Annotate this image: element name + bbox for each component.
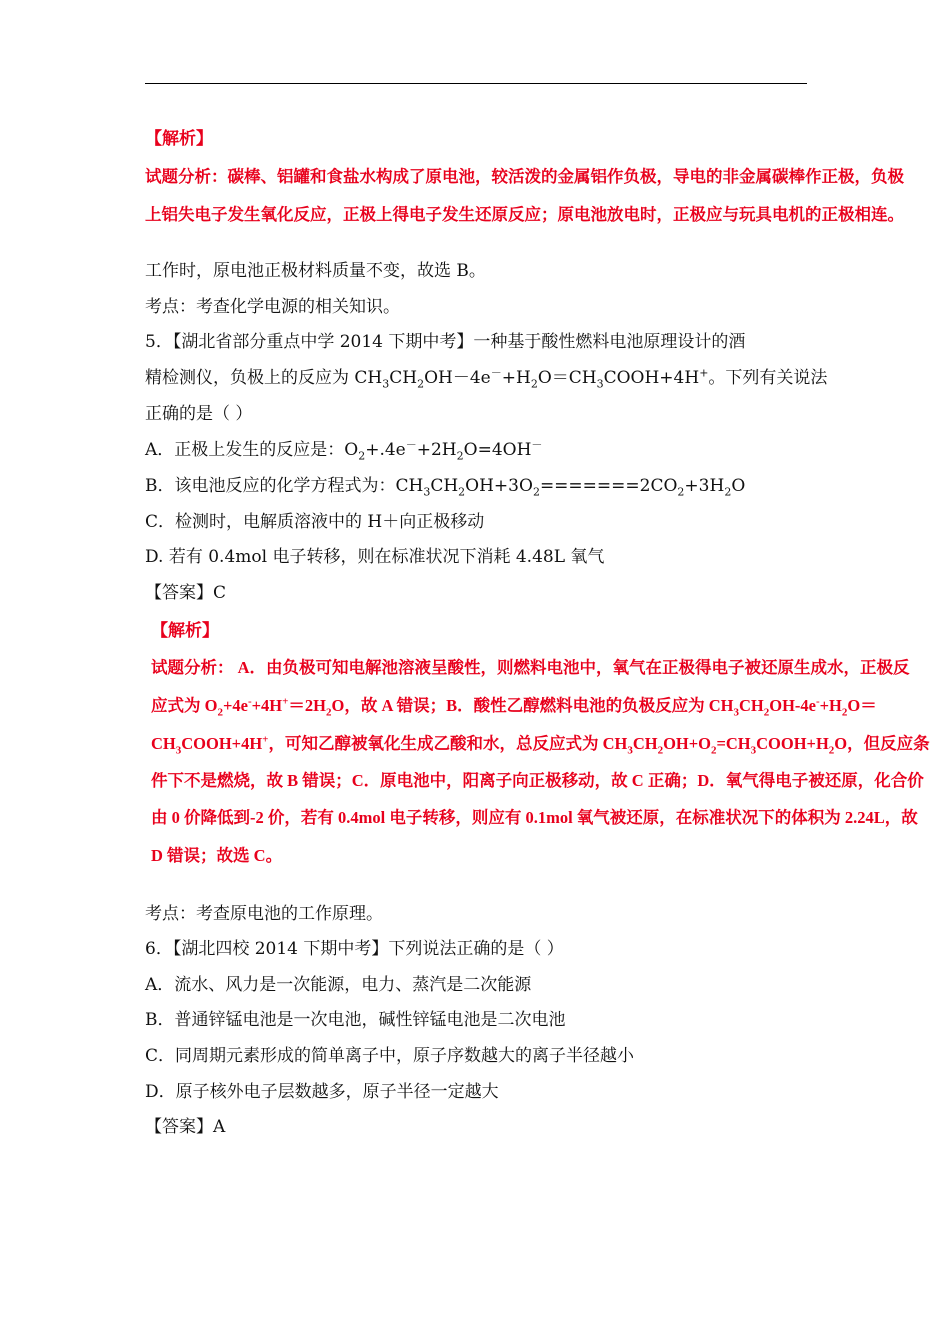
analysis-text: 应式为 $O_2+4e^-+4H^+=2H_2O$，故 A 错误；B．酸性乙醇燃料电池的负极反应为 $CH_3CH_2OH-4e^-+H_2O=$: [151, 695, 877, 719]
question-stem: 5．【湖北省部分重点中学 2014 下期中考】一种基于酸性燃料电池原理设计的酒: [145, 332, 746, 352]
question-stem: 正确的是（ ）: [145, 404, 253, 424]
analysis-text: 上铝失电子发生氧化反应，正极上得电子发生还原反应；原电池放电时，正极应与玩具电机的正极相连。: [145, 205, 904, 224]
option-a: A．正极上发生的反应是：$O_2+.4e^-+2H_2O=4OH^-$: [145, 438, 543, 463]
analysis-label: 【解析】: [151, 621, 219, 641]
analysis-label: 【解析】: [145, 129, 213, 149]
question-stem: 精检测仪，负极上的反应为 $CH_3CH_2OH-4e^-+H_2O=CH_3COOH+4H^+$。下列有关说法: [145, 366, 828, 391]
option-d: D．原子核外电子层数越多，原子半径一定越大: [145, 1082, 499, 1102]
exam-point: 考点：考查原电池的工作原理。: [145, 904, 383, 924]
conclusion-text: 工作时，原电池正极材料质量不变，故选 B。: [145, 261, 486, 281]
header-rule: [145, 83, 807, 84]
analysis-text: D 错误；故选 C。: [151, 846, 283, 865]
answer: 【答案】C: [145, 583, 227, 603]
analysis-text: 由 0 价降低到-2 价，若有 0.4mol 电子转移，则应有 0.1mol 氧气被还原，在标准状况下的体积为 2.24L，故: [151, 808, 918, 827]
option-b: B．普通锌锰电池是一次电池，碱性锌锰电池是二次电池: [145, 1010, 566, 1030]
analysis-text: $CH_3COOH+4H^+$，可知乙醇被氧化生成乙酸和水，总反应式为 $CH_3CH_2OH+O_2=CH_3COOH+H_2O$，但反应条: [151, 733, 930, 757]
analysis-text: 试题分析：碳棒、铝罐和食盐水构成了原电池，较活泼的金属铝作负极，导电的非金属碳棒作正极，负极: [145, 167, 904, 186]
analysis-text: 试题分析： A．由负极可知电解池溶液呈酸性，则燃料电池中，氧气在正极得电子被还原生成水，正极反: [151, 658, 910, 677]
question-stem: 6．【湖北四校 2014 下期中考】下列说法正确的是（ ）: [145, 939, 564, 959]
option-a: A．流水、风力是一次能源，电力、蒸汽是二次能源: [145, 975, 532, 995]
option-d: D. 若有 0.4mol 电子转移，则在标准状况下消耗 4.48L 氧气: [145, 547, 605, 567]
option-b: B．该电池反应的化学方程式为：$CH_3CH_2OH+3O_2=======2CO_2+3H_2O$: [145, 476, 746, 499]
answer: 【答案】A: [145, 1117, 226, 1137]
analysis-text: 件下不是燃烧，故 B 错误；C．原电池中，阳离子向正极移动，故 C 正确；D．氧气得电子被还原，化合价: [151, 771, 924, 790]
exam-point: 考点：考查化学电源的相关知识。: [145, 297, 400, 317]
option-c: C．检测时，电解质溶液中的 H＋向正极移动: [145, 512, 485, 532]
option-c: C．同周期元素形成的简单离子中，原子序数越大的离子半径越小: [145, 1046, 635, 1066]
